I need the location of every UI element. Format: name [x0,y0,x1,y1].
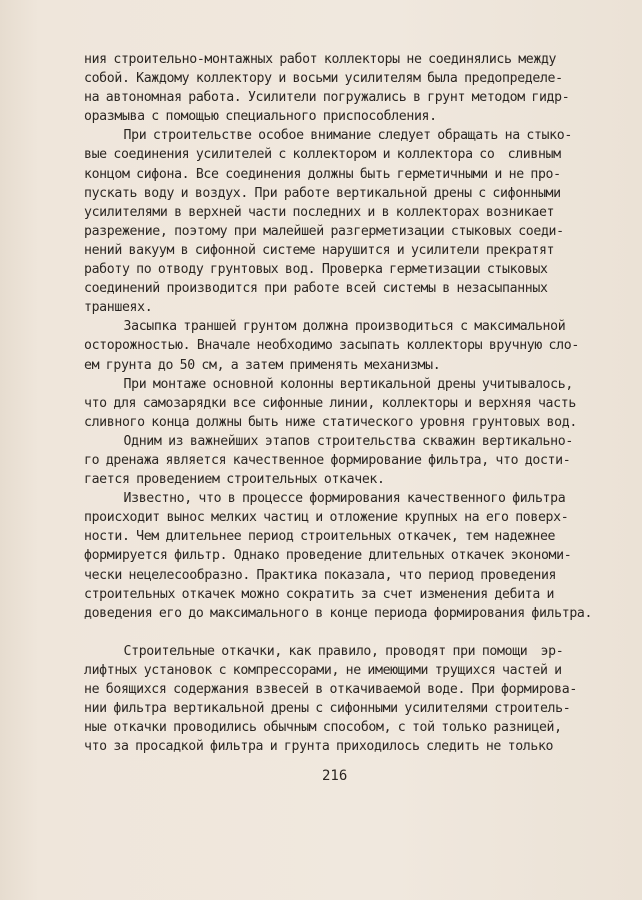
text-line: ем грунта до 50 см, а затем применять механизмы. [84,357,441,373]
text-line: При строительстве особое внимание следует обращать на стыко- [84,128,572,144]
text-line: вые соединения усилителей с коллектором и коллектора со сливным [84,147,561,163]
text-line: го дренажа является качественное формирование фильтра, что дости- [84,452,571,468]
text-line: собой. Каждому коллектору и восьми усилителям была предопределе- [84,71,563,87]
text-line: не боящихся содержания взвесей в откачиваемой воде. При формирова- [84,682,577,698]
text-line: что для самозарядки все сифонные линии, коллекторы и верхняя часть [84,395,576,411]
text-line: формируется фильтр. Однако проведение длительных откачек экономи- [84,548,572,564]
page-number: 216 [322,768,348,784]
text-line: Строительные откачки, как правило, проводят при помощи эр- [84,643,564,659]
text-line: При монтаже основной колонны вертикальной дрены учитывалось, [84,376,573,392]
text-line: концом сифона. Все соединения должны быть герметичными и не про- [84,166,561,182]
text-line: происходит вынос мелких частиц и отложение крупных на его поверх- [84,510,569,526]
text-line: соединений производится при работе всей системы в незасыпанных [84,281,548,297]
text-line: Одним из важнейших этапов строительства скважин вертикально- [84,433,573,449]
text-line: усилителями в верхней части последних и в коллекторах возникает [84,204,555,220]
text-line: работу по отводу грунтовых вод. Проверка герметизации стыковых [84,262,548,278]
text-line: нений вакуум в сифонной системе нарушится и усилители прекратят [84,242,555,258]
text-line [84,623,604,642]
text-line: Засыпка траншей грунтом должна производиться с максимальной [84,319,566,335]
text-line: лифтных установок с компрессорами, не имеющими трущихся частей и [84,663,562,678]
text-line: что за просадкой фильтра и грунта приходилось следить не только [84,739,554,755]
text-line: разрежение, поэтому при малейшей разгерметизации стыковых соеди- [84,223,564,239]
text-line: ности. Чем длительнее период строительных откачек, тем надежнее [84,529,556,545]
text-line: сливного конца должны быть ниже статического уровня грунтовых вод. [84,414,577,430]
text-line: ные откачки проводились обычным способом, с той только разницей, [84,720,562,736]
text-line: ния строительно-монтажных работ коллекторы не соединялись между [84,52,557,67]
text-line: гается проведением строительных откачек. [84,472,385,488]
text-line: Известно, что в процессе формирования качественного фильтра [84,491,566,507]
text-line: на автономная работа. Усилители погружались в грунт методом гидр- [84,90,570,106]
text-line: пускать воду и воздух. При работе вертикальной дрены с сифонными [84,185,561,201]
text-line: нии фильтра вертикальной дрены с сифонными усилителями строитель- [84,701,571,717]
text-line: чески нецелесообразно. Практика показала, что период проведения [84,567,557,583]
text-line: доведения его до максимального в конце периода формирования фильтра. [84,605,593,621]
text-line: траншеях. [84,300,153,316]
text-line: осторожностью. Вначале необходимо засыпать коллекторы вручную сло- [84,338,579,354]
text-line: строительных откачек можно сократить за счет изменения дебита и [84,586,555,602]
body-text [84,50,604,756]
text-line: оразмыва с помощью специального приспособления. [84,109,437,125]
